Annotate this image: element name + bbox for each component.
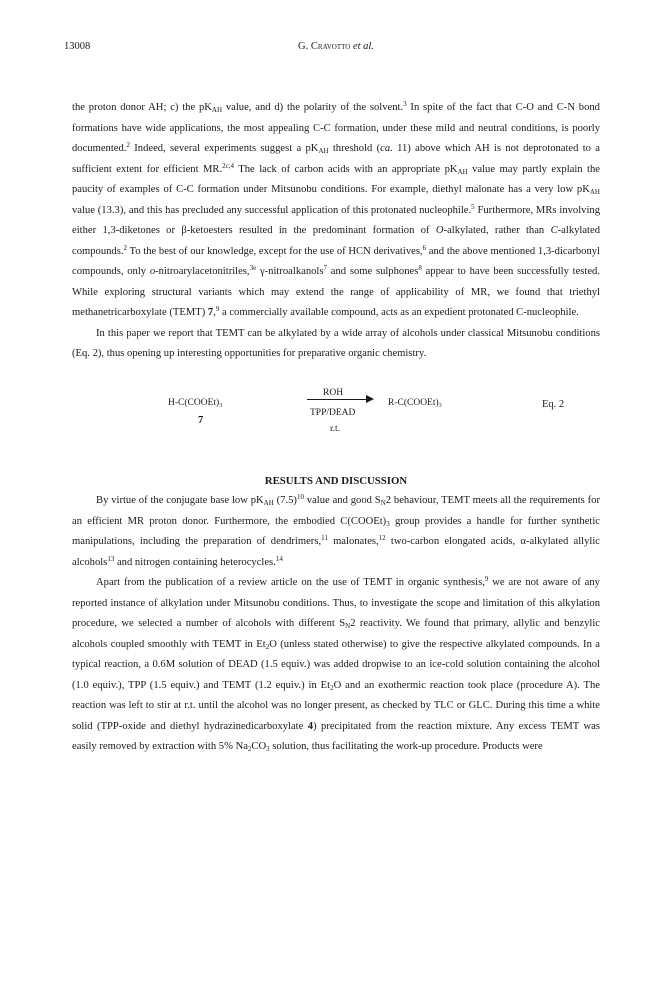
reaction-arrowhead [366, 395, 374, 403]
reaction-arrow [307, 399, 369, 400]
paragraph-3: By virtue of the conjugate base low $pK_{AH}$ $(7.5)^{10}$ value and good $S_N2$ behaviour, TEMT meets all the requirements for an efficient MR proton donor. Furthermore, the embodied $C(COOEt)_3$ group provides a handle for further synthetic manipulations, including the preparation of dendrimers,$^{11}$ malonates,$^{12}$ two-carbon elongated acids, α-alkylated allylic alcohols$^{13}$ and nitrogen containing heterocycles.$^{14}$ [72, 493, 600, 568]
body-text [72, 98, 600, 758]
paragraph-1: the proton donor AH; c) the $pK_{AH}$ value, and d) the polarity of the solvent.$^3$ In spite of the fact that C-O and C-N bond formations have wide applications, the most appealing C-C formation, under these mild and neutral conditions, is poorly documented.$^2$ Indeed, several experiments suggest a $pK_{AH}$ threshold (ca. 11) above which AH is not deprotonated to a sufficient extent for efficient MR.$^{2c,4}$ The lack of carbon acids with an appropriate $pK_{AH}$ value may partly explain the paucity of examples of C-C formation under Mitsunobu conditions. For example, diethyl malonate has a very low $pK_{AH}$ value (13.3), and this has precluded any successful application of this protonated nucleophile.$^5$ Furthermore, MRs involving either 1,3-diketones or β-ketoesters resulted in the predominant formation of O-alkylated, rather than C-alkylated compounds.$^2$ To the best of our knowledge, except for the use of HCN derivatives,$^6$ and the above mentioned 1,3-dicarbonyl compounds, only o-nitroarylacetonitriles,$^{3e}$ γ-nitroalkanols$^7$ and some sulphones$^8$ appear to have been successfully tested. While exploring structural variants which may extend the range of applicability of MR, we found that triethyl methanetricarboxylate (TEMT) 7,$^9$ a commercially available compound, acts as an expedient protonated C-nucleophile. [72, 100, 600, 318]
eq-compound-number: 7 [198, 414, 204, 426]
eq-above-arrow: ROH [323, 387, 344, 398]
paragraph-4: Apart from the publication of a review article on the use of TEMT in organic synthesis,$^9$ we are not aware of any reported instance of alkylation under Mitsunobu conditions. Thus, to investigate the scope and limitation of this alkylation procedure, we selected a number of alcohols with different $S_N2$ reactivity. We found that primary, allylic and benzylic alcohols coupled smoothly with TEMT in $Et_2O$ (unless stated otherwise) to give the respective alkylated compounds. In a typical reaction, a 0.6M solution of DEAD (1.5 equiv.) was added dropwise to an ice-cold solution containing the alcohol (1.0 equiv.), TPP (1.5 equiv.) and TEMT (1.2 equiv.) in $Et_2O$ and an exothermic reaction took place (procedure A). The reaction was left to stir at r.t. until the alcohol was no longer present, as checked by TLC or GLC. During this time a white solid (TPP-oxide and diethyl hydrazinedicarboxylate 4) precipitated from the reaction mixture. Any excess TEMT was easily removed by extraction with 5% $Na_2CO_3$ solution, thus facilitating the work-up procedure. Products were [72, 575, 600, 753]
eq-reactant: H-C(COOEt)₃ [168, 397, 223, 408]
section-heading: RESULTS AND DISCUSSION [264, 474, 408, 487]
eq-below-arrow-1: TPP/DEAD [310, 407, 356, 418]
equation-2 [72, 373, 600, 471]
running-title: G. Cravotto et al. [298, 41, 374, 52]
eq-below-arrow-2: r.t. [330, 423, 341, 434]
eq-label: Eq. 2 [542, 398, 565, 410]
paragraph-2: In this paper we report that TEMT can be alkylated by a wide array of alcohols under classical Mitsunobu conditions (Eq. 2), thus opening up interesting opportunities for preparative organic chemistry. [72, 327, 600, 359]
eq-product: R-C(COOEt)₃ [388, 397, 442, 408]
page-number: 13008 [64, 41, 91, 52]
running-header [64, 41, 600, 57]
